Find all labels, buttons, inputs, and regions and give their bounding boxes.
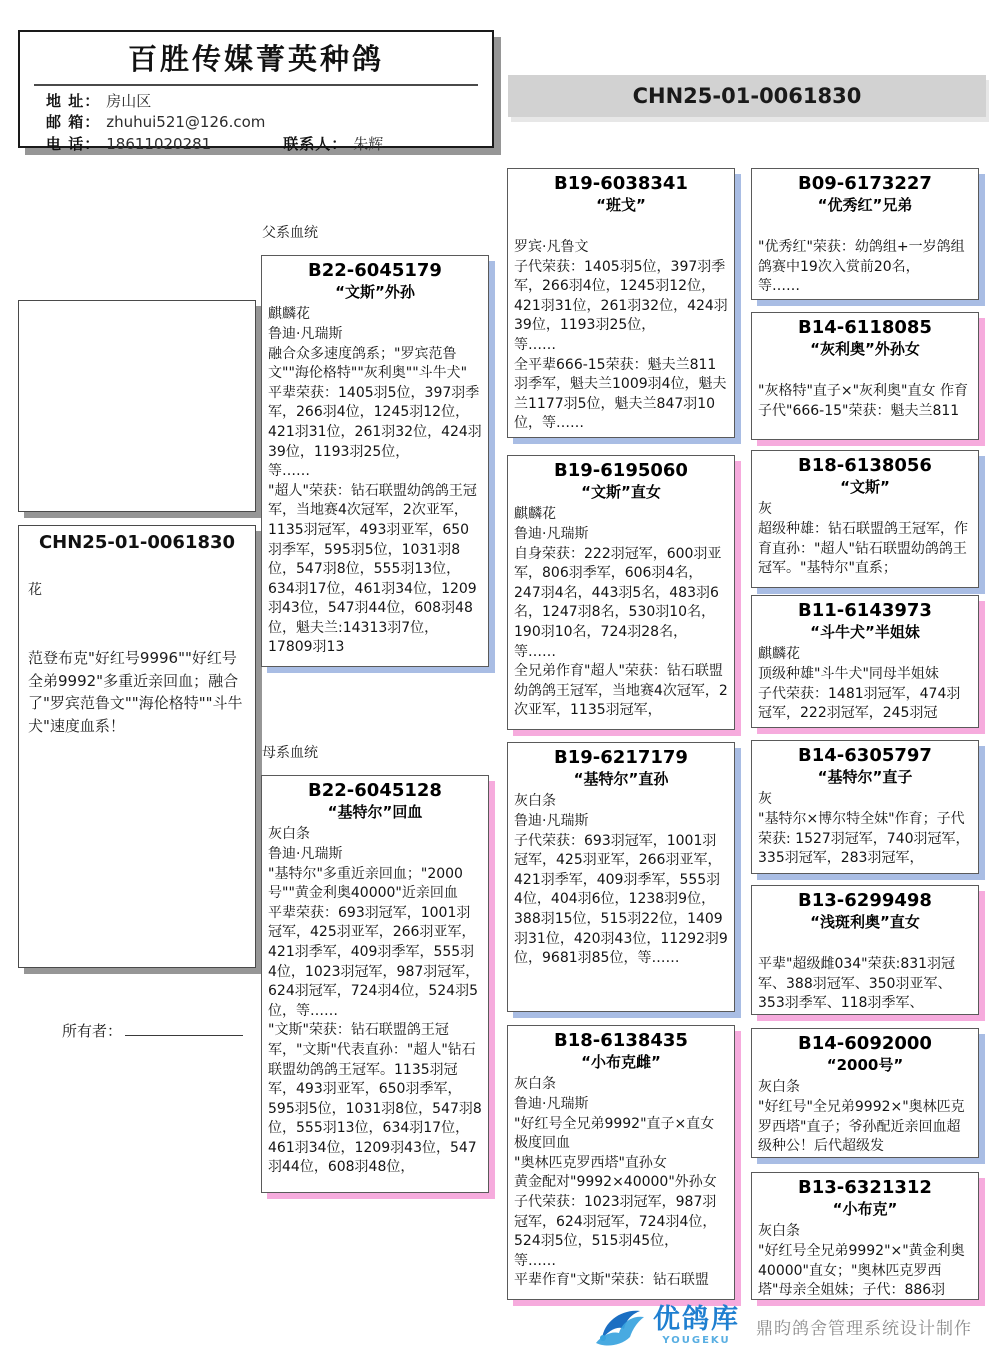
pedigree-box-sire bbox=[261, 255, 489, 667]
pedigree-text-line: 子代荣获：1481羽冠军，474羽冠军，222羽冠军，245羽冠 bbox=[758, 685, 961, 722]
loft-header-card bbox=[18, 30, 494, 153]
pedigree-text-line: 灰 bbox=[758, 791, 772, 808]
pedigree-text-line: 极度回血 bbox=[514, 1135, 570, 1152]
pedigree-text-line: 等…… bbox=[514, 1252, 556, 1269]
email-value: zhuhui521@126.com bbox=[106, 113, 266, 132]
phone-value: 18611020281 bbox=[106, 134, 212, 153]
pedigree-text-line: "好红号全兄弟9992"直子×直女 bbox=[514, 1115, 715, 1132]
pedigree-text-line: 麒麟花 bbox=[514, 506, 556, 523]
pedigree-text-line: 全平辈666-15荣获：魁夫兰811羽季军，魁夫兰1009羽4位，魁夫兰1177羽5位，魁夫兰847羽10位，等…… bbox=[514, 356, 727, 432]
pedigree-text-line: 平辈"超级雌034"荣获:831羽冠军、388羽冠军、350羽亚军、353羽季军、118羽季军、 bbox=[758, 955, 956, 1012]
pedigree-text-line: 黄金配对"9992×40000"外孙女 bbox=[514, 1174, 717, 1191]
owner-label: 所有者： bbox=[62, 1022, 123, 1040]
ring-number: B09-6173227 bbox=[798, 173, 932, 194]
pedigree-text-line: 等…… bbox=[758, 278, 800, 295]
footer bbox=[592, 1300, 992, 1352]
bird-name: “班戈” bbox=[596, 196, 646, 215]
bird-name: “浅斑利奥”直女 bbox=[810, 913, 920, 932]
bird-details bbox=[758, 645, 972, 723]
logo-cn-text: 优鸽库 bbox=[653, 1304, 740, 1336]
dam-line-label: 母系血统 bbox=[262, 745, 318, 761]
pedigree-text-line: "基特尔"多重近亲回血；"2000号""黄金利奥40000"近亲回血 bbox=[268, 865, 463, 902]
pedigree-text-line: "灰格特"直子×"灰利奥"直女 作育 bbox=[758, 382, 968, 399]
ring-number: B13-6321312 bbox=[798, 1177, 932, 1198]
contact-value: 朱辉 bbox=[353, 134, 384, 153]
bird-description: 范登布克"好红号9996""好红号全弟9992"多重近亲回血；融合了"罗宾范鲁文""海伦格特""斗牛犬"速度血系！ bbox=[28, 649, 243, 735]
pedigree-text-line: 融合众多速度鸽系；"罗宾范鲁文""海伦格特""灰利奥""斗牛犬" bbox=[268, 345, 468, 382]
ring-number: B13-6299498 bbox=[798, 890, 932, 911]
bird-info-card bbox=[18, 525, 256, 968]
pedigree-text-line: "文斯"荣获：钻石联盟鸽王冠军，"文斯"代表直孙："超人"钻石联盟幼鸽鸽王冠军。1135羽冠军，493羽亚军，650羽季军，595羽5位，1031羽8位，547羽8位，555羽13位，634羽17位，461羽34位，1209羽43位，547羽44位，608羽48位， bbox=[268, 1022, 482, 1176]
pedigree-box-gen4-6 bbox=[751, 885, 979, 1015]
bird-name: “2000号” bbox=[826, 1056, 904, 1075]
pedigree-text-line: 顶级种雄"斗牛犬"同母半姐妹 bbox=[758, 665, 939, 682]
email-label: 邮 箱： bbox=[46, 113, 101, 132]
ring-number: B19-6038341 bbox=[554, 173, 688, 194]
pedigree-text-line bbox=[758, 362, 972, 382]
pedigree-text-line: 鲁迪·凡瑞斯 bbox=[514, 812, 589, 829]
pedigree-text-line: 平辈荣获：1405羽5位，397羽季军，266羽4位，1245羽12位，421羽31位，261羽32位，424羽39位，1193羽25位， bbox=[268, 384, 482, 460]
phone-row bbox=[46, 134, 492, 155]
bird-details bbox=[758, 1078, 972, 1156]
pigeon-photo-frame bbox=[18, 300, 256, 512]
bird-ring-number: CHN25-01-0061830 bbox=[38, 532, 236, 553]
pedigree-text-line: 子代"666-15"荣获：魁夫兰811 bbox=[758, 402, 960, 419]
bird-name: “基特尔”直孙 bbox=[573, 770, 669, 789]
pedigree-text-line: 灰 bbox=[758, 501, 772, 518]
pedigree-text-line: 超级种雄：钻石联盟鸽王冠军，作育直孙："超人"钻石联盟幼鸽鸽王冠军。"基特尔"直系； bbox=[758, 520, 968, 577]
ring-number: B22-6045128 bbox=[308, 780, 442, 801]
pedigree-text-line: 灰白条 bbox=[514, 793, 556, 810]
ring-number-banner: CHN25-01-0061830 bbox=[508, 75, 986, 117]
pedigree-text-line: 子代荣获：1023羽冠军，987羽冠军，624羽冠军，724羽4位，524羽5位，515羽45位， bbox=[514, 1193, 717, 1250]
pedigree-box-gen4-4 bbox=[751, 595, 979, 728]
ring-number: B18-6138056 bbox=[798, 455, 932, 476]
pedigree-text-line: "基特尔×博尔特全妹"作育；子代荣获: 1527羽冠军，740羽冠军，335羽冠军，283羽冠军， bbox=[758, 810, 970, 867]
pedigree-text-line: "超人"荣获：钻石联盟幼鸽鸽王冠军，当地赛4次冠军，2次亚军，1135羽冠军，493羽亚军，650羽季军，595羽5位，1031羽8位，547羽8位，555羽13位，634羽17位，461羽34位，1209羽43位，547羽44位，608羽48位，魁夫兰:14313羽7位，17809羽13 bbox=[268, 482, 477, 656]
pedigree-text-line bbox=[514, 218, 728, 238]
bird-details bbox=[514, 1075, 728, 1291]
pedigree-text-line: 平辈荣获：693羽冠军，1001羽冠军，425羽亚军，266羽亚军，421羽季军，409羽季军，555羽4位，1023羽冠军，987羽冠军，624羽冠军，724羽4位，524羽5位，等…… bbox=[268, 904, 480, 1019]
pedigree-text-line: "好红号"全兄弟9992×"奥林匹克罗西塔"直子；爷孙配近亲回血超级种公！后代超级发 bbox=[758, 1098, 965, 1155]
pedigree-text-line: 鲁迪·凡瑞斯 bbox=[514, 525, 589, 542]
pedigree-text-line: 平辈作育"文斯"荣获：钻石联盟 bbox=[514, 1272, 709, 1289]
pedigree-box-gen4-7 bbox=[751, 1028, 979, 1158]
bird-details bbox=[514, 792, 728, 968]
pedigree-text-line: 鲁迪·凡瑞斯 bbox=[268, 845, 343, 862]
address-value: 房山区 bbox=[106, 92, 152, 110]
pedigree-box-gen4-3 bbox=[751, 450, 979, 588]
pedigree-text-line: 灰白条 bbox=[758, 1223, 800, 1240]
pedigree-text-line bbox=[758, 218, 972, 238]
loft-title: 百胜传媒菁英种鸽 bbox=[34, 32, 478, 86]
bird-name: “灰利奥”外孙女 bbox=[810, 340, 920, 359]
pedigree-text-line: 麒麟花 bbox=[758, 646, 800, 663]
pedigree-text-line: 等…… bbox=[268, 463, 310, 480]
pedigree-text-line: 全兄弟作育"超人"荣获：钻石联盟幼鸽鸽王冠军，当地赛4次冠军，2次亚军，1135羽冠军， bbox=[514, 663, 728, 719]
pedigree-text-line: 自身荣获：222羽冠军，600羽亚军，806羽季军，606羽4名，247羽4名，443羽5名，483羽6名，1247羽8名，530羽10名，190羽10名，724羽28名，等…… bbox=[514, 545, 722, 660]
pedigree-text-line: 子代荣获：1405羽5位，397羽季军，266羽4位，1245羽12位，421羽31位，261羽32位，424羽39位，1193羽25位， bbox=[514, 258, 728, 334]
pedigree-text-line bbox=[758, 935, 972, 955]
pedigree-text-line: "好红号全兄弟9992"×"黄金利奥40000"直女；"奥林匹克罗西塔"母亲全姐妹；子代：886羽 bbox=[758, 1242, 965, 1299]
contact-label: 联系人： bbox=[283, 134, 348, 153]
pedigree-text-line: 子代荣获：693羽冠军，1001羽冠军，425羽亚军，266羽亚军，421羽季军，409羽季军，555羽4位，404羽6位，1238羽9位，388羽15位，515羽22位，1409羽31位，420羽43位，11292羽9位，9681羽85位，等…… bbox=[514, 832, 728, 967]
address-label: 地 址： bbox=[46, 92, 101, 110]
logo-text-block bbox=[653, 1306, 740, 1345]
pedigree-text-line: 等…… bbox=[514, 336, 556, 353]
pedigree-text-line: "优秀红"荣获：幼鸽组+一岁鸽组鸽赛中19次入赏前20名， bbox=[758, 238, 965, 275]
pedigree-box-gen4-5 bbox=[751, 740, 979, 874]
pedigree-text-line: 灰白条 bbox=[268, 826, 310, 843]
pedigree-box-gen4-8 bbox=[751, 1172, 979, 1300]
bird-details bbox=[758, 935, 972, 1013]
pedigree-box-dam bbox=[261, 775, 489, 1193]
sire-line-label: 父系血统 bbox=[262, 225, 318, 241]
footer-credit-text: 鼎昀鸽舍管理系统设计制作 bbox=[756, 1318, 972, 1339]
bird-name: “斗牛犬”半姐妹 bbox=[810, 623, 920, 642]
pedigree-text-line: 灰白条 bbox=[514, 1076, 556, 1093]
ring-number: B19-6217179 bbox=[554, 747, 688, 768]
pedigree-text-line: 罗宾·凡鲁文 bbox=[514, 238, 589, 255]
pedigree-text-line: "奥林匹克罗西塔"直孙女 bbox=[514, 1154, 667, 1171]
owner-row bbox=[62, 1020, 243, 1041]
address-row bbox=[46, 91, 492, 112]
pedigree-text-line: 鲁迪·凡瑞斯 bbox=[268, 325, 343, 342]
pedigree-text-line: 麒麟花 bbox=[268, 306, 310, 323]
pedigree-text-line: 鲁迪·凡瑞斯 bbox=[514, 1095, 589, 1112]
bird-name: “基特尔”直子 bbox=[817, 768, 913, 787]
pedigree-box-gen3-3 bbox=[507, 742, 735, 1012]
bird-details bbox=[758, 500, 972, 578]
bird-name: “文斯”直女 bbox=[581, 483, 661, 502]
bird-details bbox=[514, 505, 728, 721]
ring-number: B22-6045179 bbox=[308, 260, 442, 281]
bird-details bbox=[758, 1222, 972, 1300]
ring-number: B14-6305797 bbox=[798, 745, 932, 766]
ring-number: B18-6138435 bbox=[554, 1030, 688, 1051]
bird-name: “优秀红”兄弟 bbox=[817, 196, 913, 215]
logo-en-text: YOUGEKU bbox=[662, 1334, 731, 1346]
bird-details bbox=[758, 362, 972, 421]
bird-details bbox=[514, 218, 728, 434]
pedigree-box-gen3-4 bbox=[507, 1025, 735, 1300]
bird-details bbox=[268, 305, 482, 658]
bird-name: “文斯” bbox=[840, 478, 890, 497]
pedigree-box-gen4-1 bbox=[751, 168, 979, 300]
bird-name: “文斯”外孙 bbox=[335, 283, 415, 302]
pedigree-box-gen4-2 bbox=[751, 312, 979, 440]
pedigree-box-gen3-2 bbox=[507, 455, 735, 730]
ring-number: B14-6092000 bbox=[798, 1033, 932, 1054]
ring-number: B11-6143973 bbox=[798, 600, 932, 621]
bird-name: “小布克雌” bbox=[581, 1053, 661, 1072]
pedigree-text-line: 灰白条 bbox=[758, 1079, 800, 1096]
loft-contact-rows bbox=[20, 86, 492, 155]
bird-details bbox=[758, 218, 972, 296]
bird-details bbox=[758, 790, 972, 868]
owner-blank-line bbox=[125, 1022, 243, 1036]
ring-number: B19-6195060 bbox=[554, 460, 688, 481]
phone-label: 电 话： bbox=[46, 134, 101, 153]
bird-name: “基特尔”回血 bbox=[327, 803, 423, 822]
yougeku-logo-icon bbox=[592, 1303, 646, 1349]
bird-details bbox=[268, 825, 482, 1178]
email-row bbox=[46, 112, 492, 133]
pedigree-box-gen3-1 bbox=[507, 168, 735, 438]
bird-color: 花 bbox=[28, 582, 42, 598]
ring-number: B14-6118085 bbox=[798, 317, 932, 338]
bird-name: “小布克” bbox=[832, 1200, 898, 1219]
